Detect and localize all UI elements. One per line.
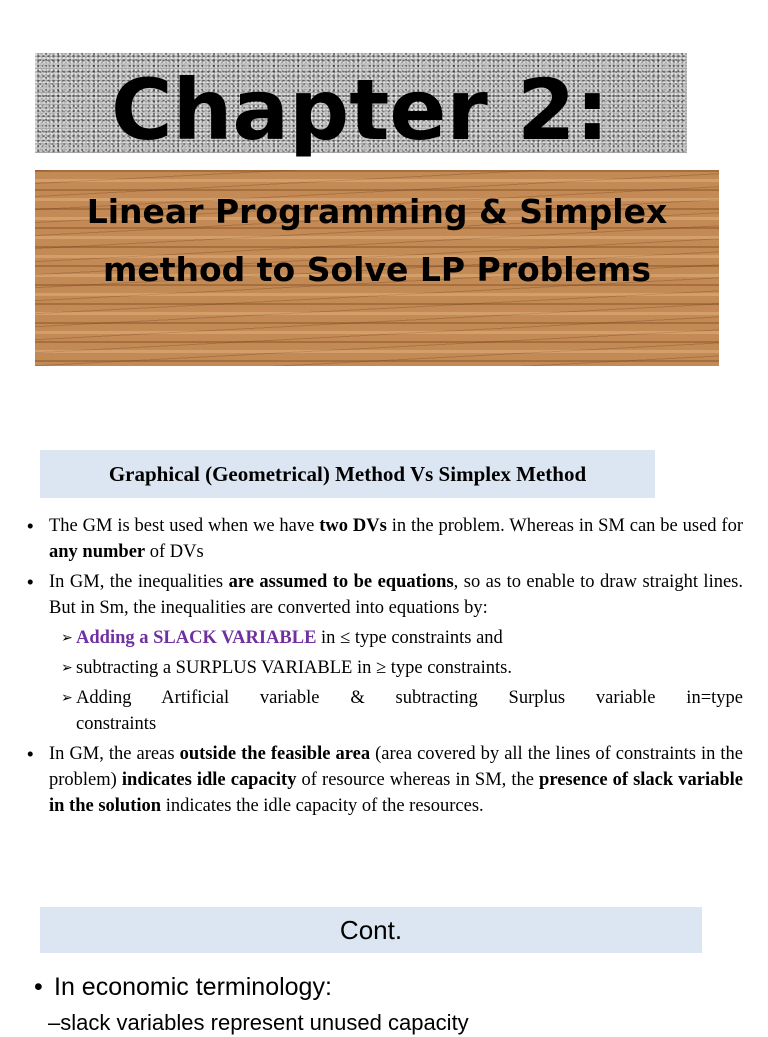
text-span: , so as to enable to draw straight lines. But in Sm, the inequalities are converted into equations by: [49, 572, 743, 618]
bullet-idle-capacity [27, 741, 743, 819]
cont-header [40, 907, 702, 953]
arrow-icon: ➢ [61, 630, 73, 646]
cont-header-text: Cont. [339, 915, 403, 945]
bullet-two-dvs [27, 513, 743, 565]
text-span: indicates the idle capacity of the resources. [161, 796, 484, 816]
text-span: In GM, the inequalities [49, 572, 229, 592]
section-header-text: Graphical (Geometrical) Method Vs Simplex Method [108, 462, 587, 486]
sub-bullet-surplus [61, 655, 743, 681]
sub-bullet-artificial [61, 685, 743, 737]
econ-bullet [34, 970, 332, 1004]
text-span: (area covered by all the lines of constraints in the problem) [49, 744, 743, 790]
text-span: The GM is best used when we have [49, 516, 320, 536]
bullet-dot: • [27, 515, 34, 536]
text-span: subtracting a SURPLUS VARIABLE in ≥ type constraints. [76, 658, 512, 678]
comparison-body [0, 513, 768, 823]
bold-span: outside the feasible area [179, 744, 371, 764]
text-span: of resource whereas in SM, the [296, 770, 540, 790]
econ-sub-bullet: –slack variables represent unused capacity [48, 1010, 469, 1035]
bold-span: any number [49, 542, 146, 562]
text-line: constraints [76, 714, 157, 734]
subtitle-line-1: Linear Programming & Simplex [86, 192, 668, 231]
bullet-dot: • [27, 571, 34, 592]
bold-span: are assumed to be equations [228, 572, 454, 592]
bold-span: presence of slack variable in the solution [49, 770, 743, 816]
bullet-inequalities [27, 569, 743, 621]
text-line: Adding Artificial variable & subtracting Surplus variable in=type [76, 688, 743, 708]
text-span: in ≤ type constraints and [316, 628, 503, 648]
bullet-dot: • [34, 973, 43, 1001]
chapter-subtitle [35, 183, 719, 299]
bold-span: two DVs [319, 516, 387, 536]
arrow-icon: ➢ [61, 660, 73, 676]
chapter-title: Chapter 2: [110, 61, 610, 159]
sub-bullet-slack [61, 625, 743, 651]
arrow-icon: ➢ [61, 690, 73, 706]
highlight-span: Adding a SLACK VARIABLE [76, 628, 317, 648]
text-span: of DVs [145, 542, 204, 562]
subtitle-line-2: method to Solve LP Problems [102, 250, 652, 289]
text-span: in the problem. Whereas in SM can be used for [386, 516, 743, 536]
bullet-dot: • [27, 743, 34, 764]
section-header [40, 450, 655, 498]
bold-span: indicates idle capacity [121, 770, 297, 790]
econ-bullet-text: In economic terminology: [54, 973, 332, 1001]
text-span: In GM, the areas [49, 744, 180, 764]
